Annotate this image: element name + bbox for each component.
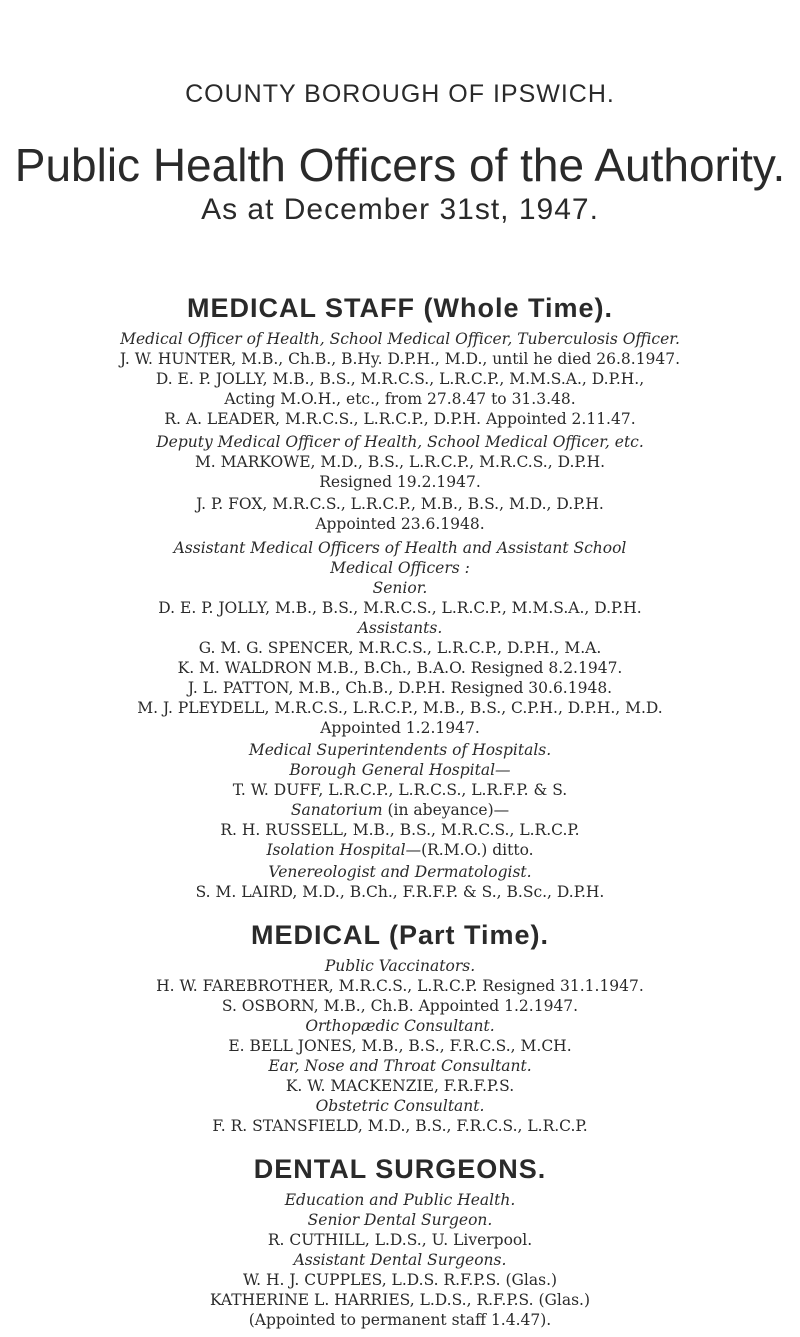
senior-dental-entry: R. CUTHILL, L.D.S., U. Liverpool. [267, 1231, 533, 1249]
senior-dental-heading: Senior Dental Surgeon. [307, 1211, 493, 1229]
section-heading-dental: DENTAL SURGEONS. [253, 1154, 547, 1184]
moh-heading: Medical Officer of Health, School Medical Officer, Tuberculosis Officer. [120, 330, 680, 348]
borough-hospital-label: Borough General Hospital— [289, 761, 511, 779]
sanatorium-entry: R. H. RUSSELL, M.B., B.S., M.R.C.S., L.R.C.P. [220, 821, 580, 839]
assistant-dental-entry: W. H. J. CUPPLES, L.D.S. R.F.P.S. (Glas.) [242, 1271, 558, 1289]
education-heading: Education and Public Health. [284, 1191, 516, 1209]
deputy-entry-note: Resigned 19.2.1947. [319, 473, 481, 491]
deputy-entry: J. P. FOX, M.R.C.S., L.R.C.P., M.B., B.S., M.D., D.P.H. [196, 495, 604, 513]
sanatorium-label: Sanatorium [290, 801, 383, 819]
assistant-entry: M. J. PLEYDELL, M.R.C.S., L.R.C.P., M.B., B.S., C.P.H., D.P.H., M.D. [137, 699, 663, 717]
isolation-note: —(R.M.O.) ditto. [405, 841, 534, 859]
obstetric-entry: F. R. STANSFIELD, M.D., B.S., F.R.C.S., L.R.C.P. [212, 1117, 588, 1135]
moh-entry: J. W. HUNTER, M.B., Ch.B., B.Hy. D.P.H., M.D., until he died 26.8.1947. [119, 350, 681, 368]
deputy-entry: M. MARKOWE, M.D., B.S., L.R.C.P., M.R.C.S., D.P.H. [194, 453, 606, 471]
borough-hospital-entry: T. W. DUFF, L.R.C.P., L.R.C.S., L.R.F.P. & S. [232, 781, 568, 799]
ent-heading: Ear, Nose and Throat Consultant. [268, 1057, 532, 1075]
vaccinator-entry: H. W. FAREBROTHER, M.R.C.S., L.R.C.P. Resigned 31.1.1947. [156, 977, 644, 995]
moh-entry: D. E. P. JOLLY, M.B., B.S., M.R.C.S., L.R.C.P., M.M.S.A., D.P.H., [155, 370, 645, 388]
assistants-label: Assistants. [357, 619, 443, 637]
assistant-dental-entry: KATHERINE L. HARRIES, L.D.S., R.F.P.S. (Glas.) [209, 1291, 591, 1309]
page-title: Public Health Officers of the Authority. [14, 139, 786, 191]
assistant-entry: K. M. WALDRON M.B., B.Ch., B.A.O. Resigned 8.2.1947. [177, 659, 623, 677]
section-heading-part-time: MEDICAL (Part Time). [250, 920, 550, 950]
vaccinators-heading: Public Vaccinators. [324, 957, 476, 975]
isolation-line [0, 840, 800, 860]
deputy-heading: Deputy Medical Officer of Health, School Medical Officer, etc. [156, 433, 644, 451]
assistant-entry: G. M. G. SPENCER, M.R.C.S., L.R.C.P., D.P.H., M.A. [198, 639, 602, 657]
assistant-dental-note: (Appointed to permanent staff 1.4.47). [248, 1311, 552, 1329]
venereologist-heading: Venereologist and Dermatologist. [268, 863, 532, 881]
vaccinator-entry: S. OSBORN, M.B., Ch.B. Appointed 1.2.1947. [221, 997, 579, 1015]
senior-entry: D. E. P. JOLLY, M.B., B.S., M.R.C.S., L.R.C.P., M.M.S.A., D.P.H. [158, 599, 642, 617]
sanatorium-line [0, 800, 800, 820]
moh-entry-note: Acting M.O.H., etc., from 27.8.47 to 31.3.48. [224, 390, 576, 408]
isolation-label: Isolation Hospital [266, 841, 406, 859]
assistant-entry-note: Appointed 1.2.1947. [320, 719, 480, 737]
senior-label: Senior. [372, 579, 428, 597]
assistant-heading: Medical Officers : [330, 559, 470, 577]
deputy-entry-note: Appointed 23.6.1948. [315, 515, 485, 533]
ent-entry: K. W. MACKENZIE, F.R.F.P.S. [285, 1077, 515, 1095]
date-subtitle: As at December 31st, 1947. [201, 193, 599, 226]
venereologist-entry: S. M. LAIRD, M.D., B.Ch., F.R.F.P. & S., B.Sc., D.P.H. [195, 883, 605, 901]
ortho-entry: E. BELL JONES, M.B., B.S., F.R.C.S., M.CH. [228, 1037, 572, 1055]
section-heading-medical-staff: MEDICAL STAFF (Whole Time). [187, 293, 613, 323]
moh-entry: R. A. LEADER, M.R.C.S., L.R.C.P., D.P.H. Appointed 2.11.47. [164, 410, 636, 428]
obstetric-heading: Obstetric Consultant. [315, 1097, 485, 1115]
assistant-entry: J. L. PATTON, M.B., Ch.B., D.P.H. Resigned 30.6.1948. [187, 679, 613, 697]
borough-heading: COUNTY BOROUGH OF IPSWICH. [185, 80, 615, 108]
ortho-heading: Orthopædic Consultant. [305, 1017, 495, 1035]
assistant-dental-heading: Assistant Dental Surgeons. [293, 1251, 507, 1269]
assistant-heading: Assistant Medical Officers of Health and Assistant School [173, 539, 627, 557]
sanatorium-note: (in abeyance)— [387, 801, 510, 819]
superintendents-heading: Medical Superintendents of Hospitals. [248, 741, 552, 759]
